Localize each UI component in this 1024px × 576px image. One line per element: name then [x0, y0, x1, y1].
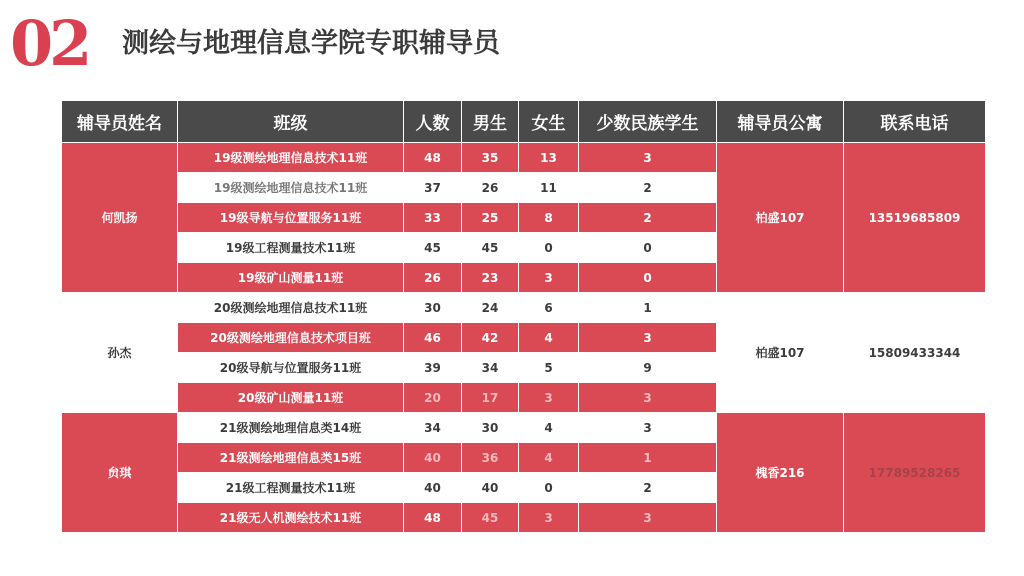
- male-count: 45: [462, 233, 519, 263]
- male-count: 17: [462, 383, 519, 413]
- class-name: 21级工程测量技术11班: [178, 473, 404, 503]
- header-phone: 联系电话: [844, 101, 986, 143]
- total-count: 46: [404, 323, 462, 353]
- class-name: 19级矿山测量11班: [178, 263, 404, 293]
- slide-title: 测绘与地理信息学院专职辅导员: [122, 28, 500, 59]
- total-count: 39: [404, 353, 462, 383]
- table-header-row: [62, 101, 986, 143]
- male-count: 42: [462, 323, 519, 353]
- male-count: 30: [462, 413, 519, 443]
- total-count: 30: [404, 293, 462, 323]
- counselor-apartment: 柏盛107: [717, 293, 844, 413]
- counselor-phone: 17789528265: [844, 413, 986, 533]
- male-count: 40: [462, 473, 519, 503]
- minority-count: 0: [579, 263, 717, 293]
- class-name: 21级无人机测绘技术11班: [178, 503, 404, 533]
- total-count: 33: [404, 203, 462, 233]
- male-count: 26: [462, 173, 519, 203]
- class-name: 20级测绘地理信息技术11班: [178, 293, 404, 323]
- class-name: 19级导航与位置服务11班: [178, 203, 404, 233]
- total-count: 40: [404, 443, 462, 473]
- counselor-name: 何凯扬: [62, 143, 178, 293]
- class-name: 20级导航与位置服务11班: [178, 353, 404, 383]
- class-name: 21级测绘地理信息类15班: [178, 443, 404, 473]
- class-name: 21级测绘地理信息类14班: [178, 413, 404, 443]
- female-count: 8: [519, 203, 579, 233]
- male-count: 24: [462, 293, 519, 323]
- header-total: 人数: [404, 101, 462, 143]
- total-count: 40: [404, 473, 462, 503]
- male-count: 35: [462, 143, 519, 173]
- female-count: 0: [519, 473, 579, 503]
- header-counselor-name: 辅导员姓名: [62, 101, 178, 143]
- minority-count: 3: [579, 143, 717, 173]
- class-name: 20级矿山测量11班: [178, 383, 404, 413]
- minority-count: 2: [579, 473, 717, 503]
- total-count: 26: [404, 263, 462, 293]
- minority-count: 1: [579, 443, 717, 473]
- total-count: 34: [404, 413, 462, 443]
- class-name: 19级工程测量技术11班: [178, 233, 404, 263]
- minority-count: 2: [579, 203, 717, 233]
- table-row: [62, 143, 986, 173]
- female-count: 6: [519, 293, 579, 323]
- counselor-table: [61, 100, 986, 533]
- total-count: 48: [404, 503, 462, 533]
- minority-count: 3: [579, 323, 717, 353]
- class-name: 19级测绘地理信息技术11班: [178, 173, 404, 203]
- male-count: 34: [462, 353, 519, 383]
- table-row: [62, 413, 986, 443]
- class-name: 20级测绘地理信息技术项目班: [178, 323, 404, 353]
- female-count: 4: [519, 443, 579, 473]
- female-count: 0: [519, 233, 579, 263]
- table-row: [62, 293, 986, 323]
- minority-count: 0: [579, 233, 717, 263]
- minority-count: 1: [579, 293, 717, 323]
- slide-number: 02: [10, 7, 89, 80]
- female-count: 3: [519, 383, 579, 413]
- minority-count: 3: [579, 503, 717, 533]
- counselor-apartment: 柏盛107: [717, 143, 844, 293]
- total-count: 37: [404, 173, 462, 203]
- female-count: 3: [519, 503, 579, 533]
- total-count: 48: [404, 143, 462, 173]
- female-count: 4: [519, 323, 579, 353]
- counselor-name: 贠琪: [62, 413, 178, 533]
- counselor-name: 孙杰: [62, 293, 178, 413]
- minority-count: 3: [579, 413, 717, 443]
- header-female: 女生: [519, 101, 579, 143]
- male-count: 45: [462, 503, 519, 533]
- counselor-apartment: 槐香216: [717, 413, 844, 533]
- class-name: 19级测绘地理信息技术11班: [178, 143, 404, 173]
- female-count: 5: [519, 353, 579, 383]
- total-count: 45: [404, 233, 462, 263]
- minority-count: 3: [579, 383, 717, 413]
- female-count: 3: [519, 263, 579, 293]
- male-count: 23: [462, 263, 519, 293]
- male-count: 25: [462, 203, 519, 233]
- counselor-phone: 15809433344: [844, 293, 986, 413]
- header-class: 班级: [178, 101, 404, 143]
- female-count: 13: [519, 143, 579, 173]
- counselor-phone: 13519685809: [844, 143, 986, 293]
- header-apartment: 辅导员公寓: [717, 101, 844, 143]
- minority-count: 2: [579, 173, 717, 203]
- header-male: 男生: [462, 101, 519, 143]
- minority-count: 9: [579, 353, 717, 383]
- female-count: 4: [519, 413, 579, 443]
- female-count: 11: [519, 173, 579, 203]
- header-minority: 少数民族学生: [579, 101, 717, 143]
- total-count: 20: [404, 383, 462, 413]
- male-count: 36: [462, 443, 519, 473]
